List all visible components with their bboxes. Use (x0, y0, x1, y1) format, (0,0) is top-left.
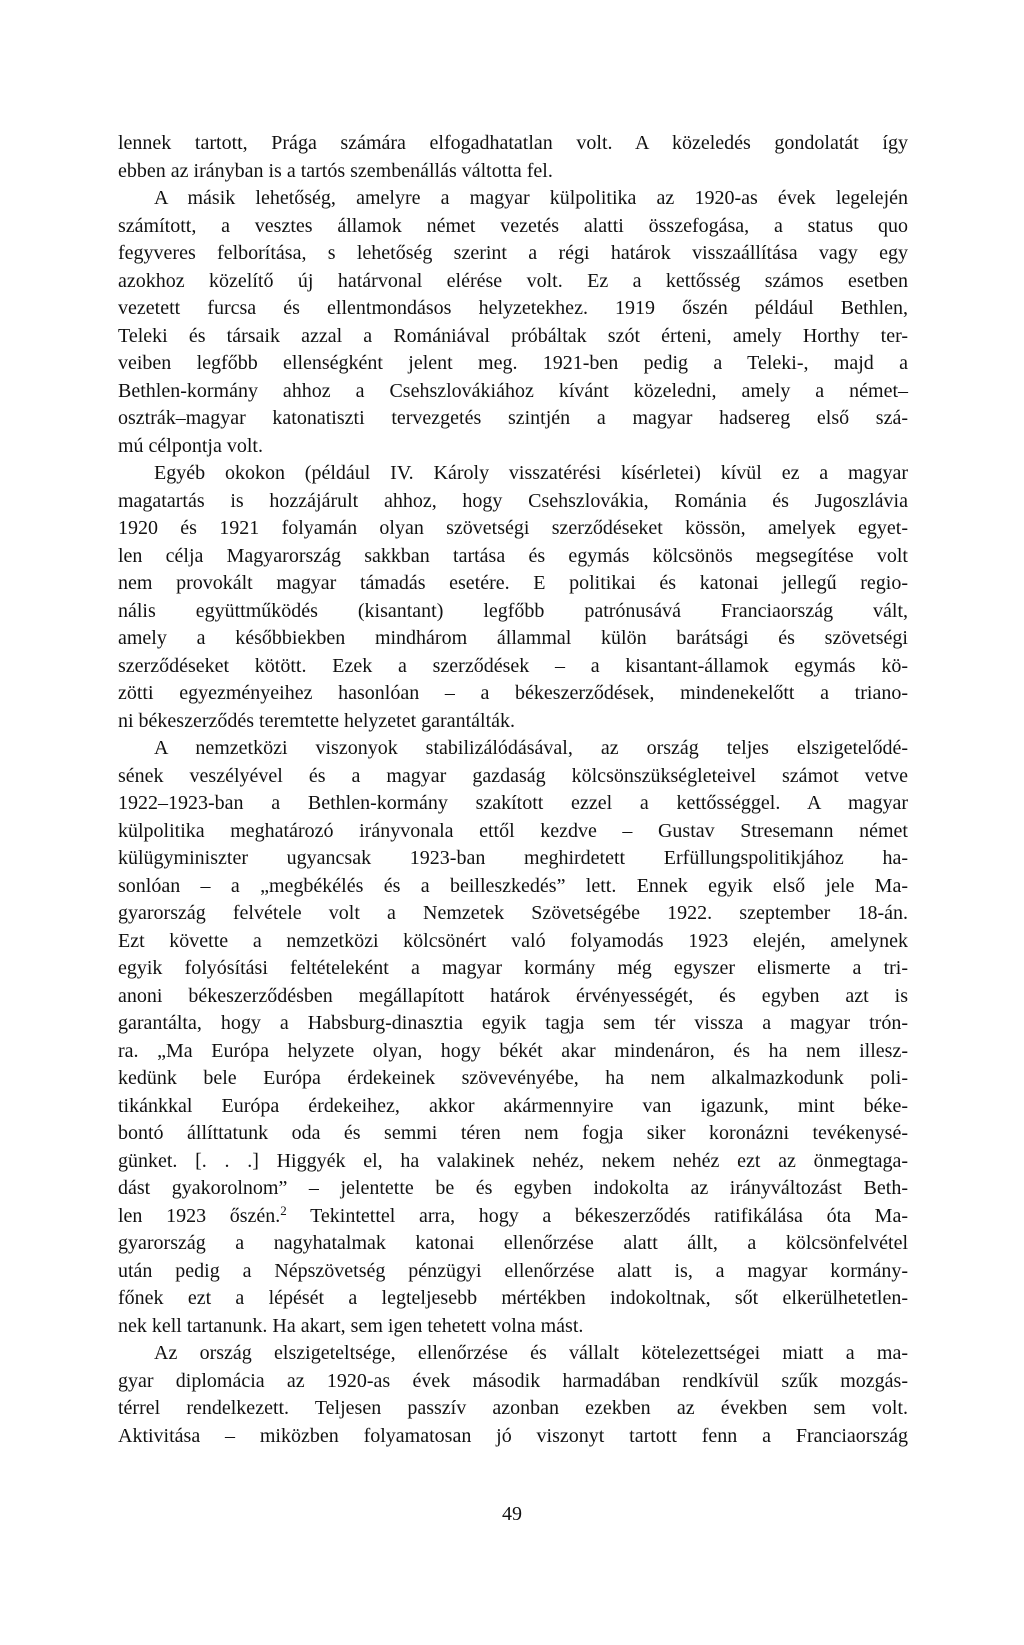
footnote-reference: 2 (280, 1202, 287, 1218)
text-line: sének veszélyével és a magyar gazdaság kölcsönszükségleteivel számot vetve (118, 764, 908, 787)
page-number: 49 (502, 1503, 522, 1525)
body-text (118, 130, 908, 1450)
text-line: len célja Magyarország sakkban tartása és egymás kölcsönös megsegítése volt (118, 544, 908, 567)
text-line: Bethlen-kormány ahhoz a Csehszlovákiához kívánt közeledni, amely a német– (118, 379, 908, 402)
text-line (118, 1203, 908, 1231)
text-line: gyarország felvétele volt a Nemzetek Szövetségébe 1922. szeptember 18-án. (118, 902, 908, 924)
text-line: főnek ezt a lépését a legteljesebb mértékben indokoltnak, sőt elkerülhetetlen- (118, 1287, 908, 1309)
text-line: garantálta, hogy a Habsburg-dinasztia egyik tagja sem tér vissza a magyar trón- (118, 1012, 908, 1034)
text-line: osztrák–magyar katonatiszti tervezgetés szintjén a magyar hadsereg első szá- (118, 407, 908, 429)
text-line: anoni békeszerződésben megállapított határok érvényességét, és egyben azt is (118, 984, 908, 1007)
text-line: Teleki és társaik azzal a Romániával próbáltak szót érteni, amely Horthy ter- (118, 324, 908, 347)
text-line: nem provokált magyar támadás esetére. E politikai és katonai jellegű regio- (118, 572, 908, 594)
text-line: Egyéb okokon (például IV. Károly visszatérési kísérletei) kívül ez a magyar (154, 462, 908, 484)
text-line: Aktivitása – miközben folyamatosan jó viszonyt tartott fenn a Franciaország (118, 1424, 908, 1447)
text-line-start: len 1923 őszén. (118, 1204, 281, 1227)
text-line: kedünk bele Európa érdekeinek szövevényébe, ha nem alkalmazkodunk poli- (118, 1067, 908, 1089)
text-line: térrel rendelkezett. Teljesen passzív azonban ezekben az években sem volt. (118, 1397, 908, 1419)
text-line: dást gyakorolnom” – jelentette be és egyben indokolta az irányváltozást Beth- (118, 1177, 908, 1199)
text-line: 1922–1923-ban a Bethlen-kormány szakított ezzel a kettősséggel. A magyar (118, 792, 908, 814)
text-line: 1920 és 1921 folyamán olyan szövetségi szerződéseket kössön, amelyek egyet- (118, 517, 908, 539)
text-line: egyik folyósítási feltételeként a magyar kormány még egyszer elismerte a tri- (118, 957, 908, 979)
text-line: külügyminiszter ugyancsak 1923-ban meghirdetett Erfüllungspolitikjához ha- (118, 847, 908, 869)
text-line: A nemzetközi viszonyok stabilizálódásával, az ország teljes elszigetelődé- (154, 737, 908, 759)
text-line: bontó állíttatunk oda és semmi téren nem fogja siker koronázni tevékenysé- (118, 1122, 908, 1144)
text-line: veiben legfőbb ellenségként jelent meg. 1921-ben pedig a Teleki-, majd a (118, 352, 908, 374)
text-line: gyarország a nagyhatalmak katonai ellenőrzése alatt állt, a kölcsönfelvétel (118, 1232, 908, 1254)
text-line: günket. [. . .] Higgyék el, ha valakinek nehéz, nekem nehéz ezt az önmegtaga- (118, 1149, 908, 1172)
text-line: szerződéseket kötött. Ezek a szerződések – a kisantant-államok egymás kö- (118, 654, 908, 677)
text-line: után pedig a Népszövetség pénzügyi ellenőrzése alatt is, a magyar kormány- (118, 1259, 908, 1282)
text-line: ra. „Ma Európa helyzete olyan, hogy békét akar mindenáron, és ha nem illesz- (118, 1039, 908, 1062)
text-line: zötti egyezményeihez hasonlóan – a békeszerződések, mindenekelőtt a triano- (118, 682, 908, 704)
text-line-end: Tekintettel arra, hogy a békeszerződés ratifikálása óta Ma- (286, 1204, 908, 1227)
text-line: számított, a vesztes államok német vezetés alatti összefogása, a status quo (118, 214, 908, 237)
text-line: nális együttműködés (kisantant) legfőbb patrónusává Franciaország vált, (118, 599, 908, 622)
text-line: azokhoz közelítő új határvonal elérése volt. Ez a kettősség számos esetben (118, 269, 908, 292)
text-line: amely a későbbiekben mindhárom állammal külön barátsági és szövetségi (118, 627, 908, 649)
text-line: tikánkkal Európa érdekeihez, akkor akármennyire van igazunk, mint béke- (118, 1094, 908, 1117)
text-line: sonlóan – a „megbékélés és a beilleszkedés” lett. Ennek egyik első jele Ma- (118, 874, 908, 897)
text-line: lennek tartott, Prága számára elfogadhatatlan volt. A közeledés gondolatát így (118, 132, 908, 154)
text-line: mú célpontja volt. (118, 434, 263, 457)
text-line: A másik lehetőség, amelyre a magyar külpolitika az 1920-as évek legelején (154, 187, 908, 209)
text-line: Ezt követte a nemzetközi kölcsönért való folyamodás 1923 elején, amelynek (118, 929, 908, 952)
text-line: gyar diplomácia az 1920-as évek második harmadában rendkívül szűk mozgás- (118, 1369, 908, 1392)
text-line: fegyveres felborítása, s lehetőség szerint a régi határok visszaállítása vagy egy (118, 242, 908, 264)
text-line: ni békeszerződés teremtette helyzetet garantálták. (118, 709, 516, 732)
text-line: vezetett furcsa és ellentmondásos helyzetekhez. 1919 őszén például Bethlen, (118, 297, 908, 319)
text-line: külpolitika meghatározó irányvonala ettől kezdve – Gustav Stresemann német (118, 819, 908, 842)
text-line: Az ország elszigeteltsége, ellenőrzése és vállalt kötelezettségei miatt a ma- (154, 1342, 908, 1364)
text-line: magatartás is hozzájárult ahhoz, hogy Csehszlovákia, Románia és Jugoszlávia (118, 489, 908, 512)
text-line: nek kell tartanunk. Ha akart, sem igen tehetett volna mást. (118, 1314, 584, 1337)
text-line: ebben az irányban is a tartós szembenállás váltotta fel. (118, 159, 553, 182)
